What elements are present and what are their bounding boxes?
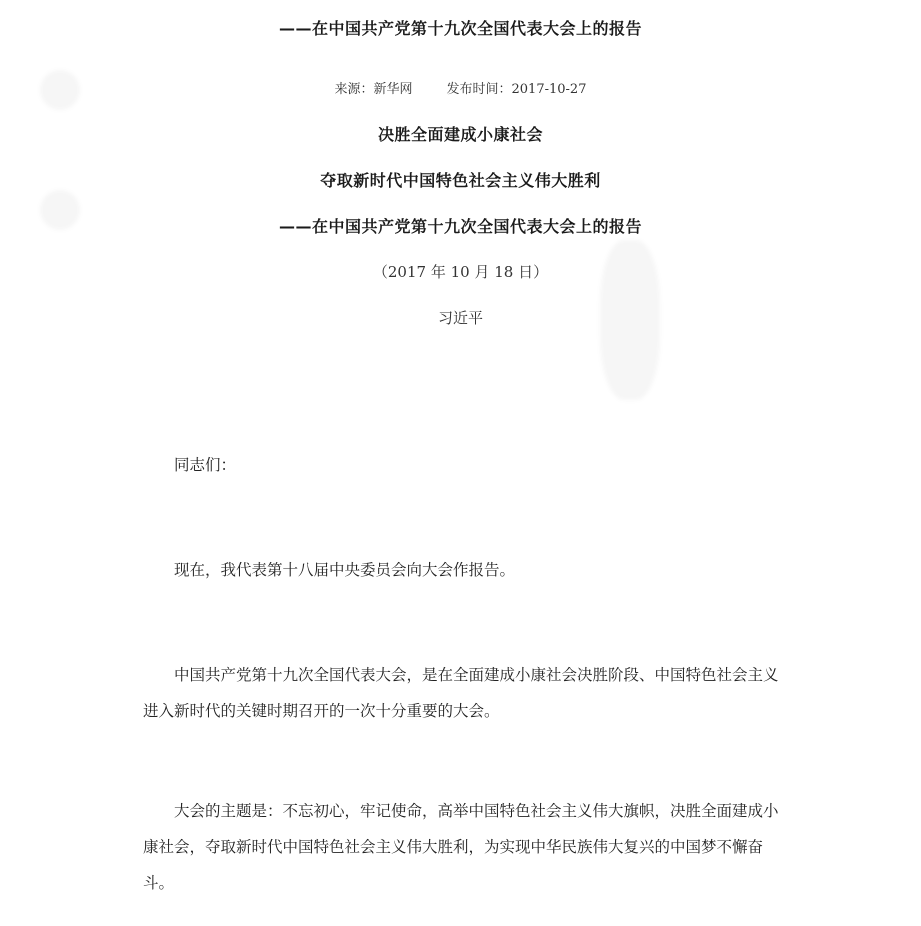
report-date: （2017 年 10 月 18 日） <box>372 263 549 281</box>
sub-title: 夺取新时代中国特色社会主义伟大胜利 <box>320 171 601 190</box>
top-subtitle: ——在中国共产党第十九次全国代表大会上的报告 <box>278 19 642 38</box>
report-subtitle: ——在中国共产党第十九次全国代表大会上的报告 <box>278 217 642 236</box>
main-title: 决胜全面建成小康社会 <box>377 125 543 144</box>
publish-time: 发布时间：2017-10-27 <box>446 82 587 97</box>
paragraph: 现在，我代表第十八届中央委员会向大会作报告。 <box>174 561 516 579</box>
paragraph: 中国共产党第十九次全国代表大会，是在全面建成小康社会决胜阶段、中国特色社会主义进入新时代的关键时期召开的一次十分重要的大会。 <box>143 666 779 720</box>
salutation: 同志们： <box>174 456 237 474</box>
paragraph: 大会的主题是：不忘初心，牢记使命，高举中国特色社会主义伟大旗帜，决胜全面建成小康社会，夺取新时代中国特色社会主义伟大胜利，为实现中华民族伟大复兴的中国梦不懈奋斗。 <box>143 802 779 892</box>
source-line <box>0 78 921 97</box>
author-name: 习近平 <box>437 309 483 327</box>
source-label: 来源：新华网 <box>334 82 413 97</box>
